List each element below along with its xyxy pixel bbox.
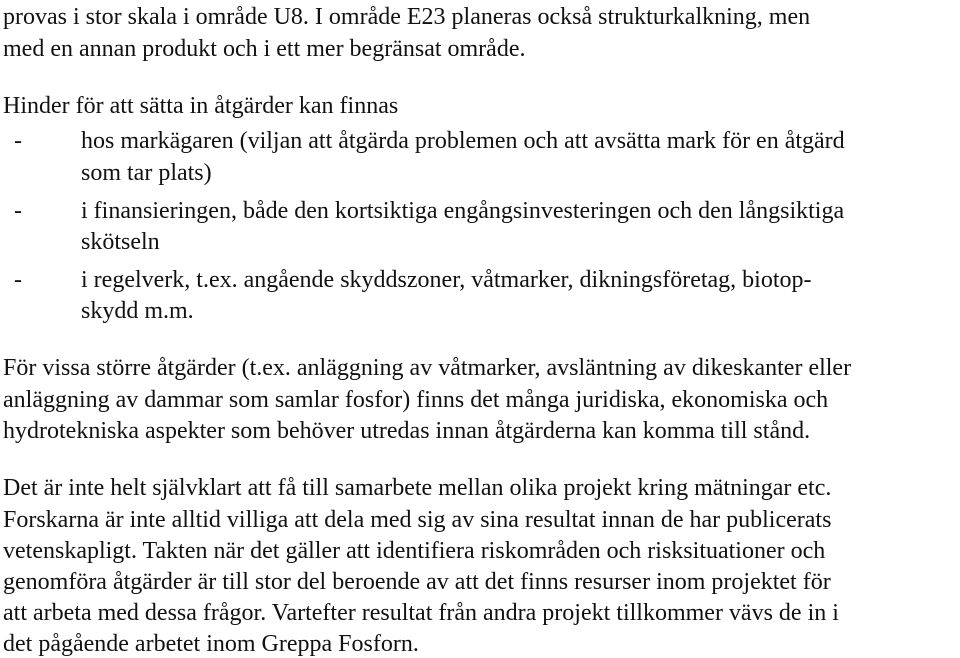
bullet-marker: - bbox=[14, 128, 22, 154]
paragraph-top-line-2: med en annan produkt och i ett mer begränsat område. bbox=[3, 36, 526, 62]
paragraph-cooperation-line-5: att arbeta med dessa frågor. Vartefter resultat från andra projekt tillkommer vävs de in i bbox=[3, 600, 839, 626]
bullet-marker: - bbox=[14, 267, 22, 293]
paragraph-measures-line-2: anläggning av dammar som samlar fosfor) finns det många juridiska, ekonomiska och bbox=[3, 387, 829, 413]
hinder-heading: Hinder för att sätta in åtgärder kan finnas bbox=[3, 93, 399, 119]
paragraph-cooperation-line-6: det pågående arbetet inom Greppa Fosforn. bbox=[3, 631, 419, 657]
bullet-item-1-line-1: hos markägaren (viljan att åtgärda problemen och att avsätta mark för en åtgärd bbox=[81, 128, 845, 154]
bullet-item-3-line-1: i regelverk, t.ex. angående skyddszoner, våtmarker, dikningsföretag, biotop- bbox=[81, 267, 812, 293]
paragraph-top-line-1: provas i stor skala i område U8. I område E23 planeras också strukturkalkning, men bbox=[3, 4, 811, 30]
bullet-item-1-line-2: som tar plats) bbox=[81, 160, 212, 186]
paragraph-cooperation-line-2: Forskarna är inte alltid villiga att dela med sig av sina resultat innan de har publicerats bbox=[3, 507, 832, 533]
paragraph-measures-line-1: För vissa större åtgärder (t.ex. anläggning av våtmarker, avsläntning av dikeskanter eller bbox=[3, 355, 852, 381]
bullet-item-3-line-2: skydd m.m. bbox=[81, 298, 194, 324]
bullet-marker: - bbox=[14, 198, 22, 224]
paragraph-cooperation-line-4: genomföra åtgärder är till stor del beroende av att det finns resurser inom projektet för bbox=[3, 569, 831, 595]
bullet-item-2-line-2: skötseln bbox=[81, 229, 160, 255]
bullet-item-2-line-1: i finansieringen, både den kortsiktiga engångsinvesteringen och den långsiktiga bbox=[81, 198, 845, 224]
paragraph-cooperation-line-1: Det är inte helt självklart att få till samarbete mellan olika projekt kring mätningar etc. bbox=[3, 475, 832, 501]
paragraph-measures-line-3: hydrotekniska aspekter som behöver utredas innan åtgärderna kan komma till stånd. bbox=[3, 418, 811, 444]
paragraph-cooperation-line-3: vetenskapligt. Takten när det gäller att identifiera riskområden och risksituationer och bbox=[3, 538, 826, 564]
